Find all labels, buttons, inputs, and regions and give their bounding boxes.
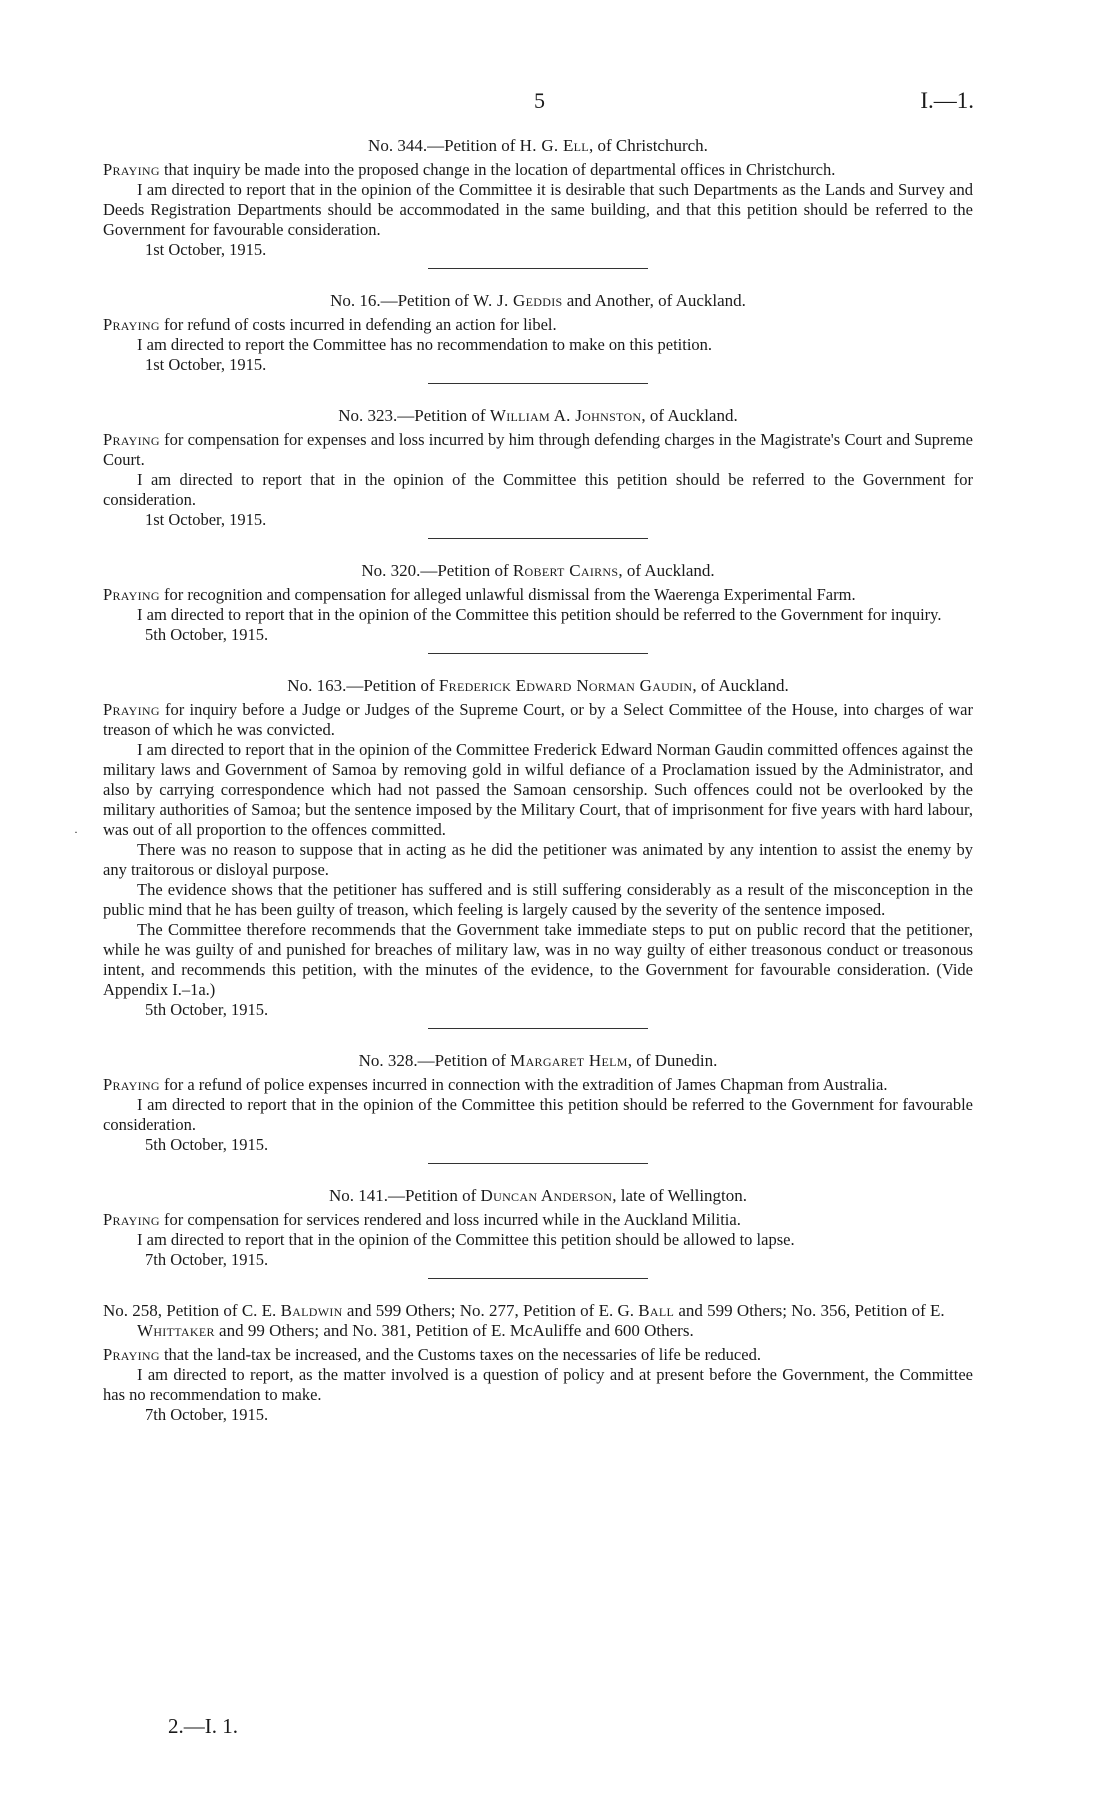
report-date: 7th October, 1915. xyxy=(145,1405,269,1424)
praying-text: Praying for refund of costs incurred in defending an action for libel. xyxy=(103,315,557,334)
section-divider xyxy=(428,538,648,539)
praying-text: Praying for a refund of police expenses incurred in connection with the extradition of James Chapman from Australia. xyxy=(103,1075,888,1094)
petitions-list xyxy=(103,136,973,1425)
praying-text: Praying that the land-tax be increased, and the Customs taxes on the necessaries of life be reduced. xyxy=(103,1345,761,1364)
petition xyxy=(103,1051,973,1164)
report-paragraph: I am directed to report, as the matter involved is a question of policy and at present before the Government, the Committee has no recommendation to make. xyxy=(103,1365,973,1404)
praying-text: Praying for inquiry before a Judge or Judges of the Supreme Court, or by a Select Committee of the House, into charges of war treason of which he was convicted. xyxy=(103,700,973,739)
petitioner-name: William A. Johnston xyxy=(489,406,642,425)
document-reference: I.—1. xyxy=(920,88,974,113)
report-paragraph: I am directed to report that in the opinion of the Committee this petition should be referred to the Government for inquiry. xyxy=(137,605,942,624)
praying-text: Praying for recognition and compensation for alleged unlawful dismissal from the Waerenga Experimental Farm. xyxy=(103,585,856,604)
petition-title: No. 344.—Petition of H. G. Ell, of Christchurch. xyxy=(368,136,708,155)
praying-text: Praying for compensation for services rendered and loss incurred while in the Auckland Militia. xyxy=(103,1210,741,1229)
petition xyxy=(103,676,973,1029)
petition-title: No. 141.—Petition of Duncan Anderson, late of Wellington. xyxy=(328,1186,748,1205)
report-paragraph: I am directed to report that in the opinion of the Committee it is desirable that such Departments as the Lands and Survey and Deeds Registration Departments should be accommodated in the same building, and that this petition should be referred to the Government for favourable consideration. xyxy=(103,180,973,239)
report-date: 1st October, 1915. xyxy=(145,355,267,374)
section-divider xyxy=(428,1028,648,1029)
petition xyxy=(103,561,973,654)
petition xyxy=(103,291,973,384)
report-paragraph: I am directed to report that in the opinion of the Committee Frederick Edward Norman Gaudin committed offences against the military laws and Government of Samoa by removing gold in wilful defiance of a Proclamation issued by the Administrator, and also by carrying correspondence which had not passed the Samoan censorship. Such offences could not be overlooked by the military authorities of Samoa; but the sentence imposed by the Military Court, that of imprisonment for five years with hard labour, was out of all proportion to the offences committed. xyxy=(103,740,973,839)
petition xyxy=(103,136,973,269)
report-date: 1st October, 1915. xyxy=(145,510,267,529)
petition-title: No. 16.—Petition of W. J. Geddis and Another, of Auckland. xyxy=(330,291,746,310)
report-paragraph: There was no reason to suppose that in acting as he did the petitioner was animated by any intention to assist the enemy by any traitorous or disloyal purpose. xyxy=(103,840,973,879)
petition-title: No. 323.—Petition of William A. Johnston, of Auckland. xyxy=(338,406,738,425)
petitioner-name: Frederick Edward Norman Gaudin xyxy=(438,676,693,695)
section-divider xyxy=(428,1163,648,1164)
stray-mark: · xyxy=(74,825,78,839)
petitioner-name: Margaret Helm xyxy=(510,1051,628,1070)
report-paragraph: I am directed to report that in the opinion of the Committee this petition should be referred to the Government for consideration. xyxy=(103,470,973,509)
report-paragraph: I am directed to report that in the opinion of the Committee this petition should be referred to the Government for favourable consideration. xyxy=(103,1095,973,1134)
petition xyxy=(103,406,973,539)
petition-combined xyxy=(103,1301,973,1425)
report-paragraph: I am directed to report the Committee has no recommendation to make on this petition. xyxy=(137,335,713,354)
petition xyxy=(103,1186,973,1279)
praying-text: Praying that inquiry be made into the proposed change in the location of departmental offices in Christchurch. xyxy=(103,160,836,179)
page-header xyxy=(0,88,1114,118)
report-date: 7th October, 1915. xyxy=(145,1250,269,1269)
report-paragraph: The evidence shows that the petitioner has suffered and is still suffering considerably as a result of the misconception in the public mind that he has been guilty of treason, which feeling is largely caused by the severity of the sentence imposed. xyxy=(103,880,973,919)
petitioner-name: H. G. Ell xyxy=(519,136,589,155)
report-date: 1st October, 1915. xyxy=(145,240,267,259)
report-date: 5th October, 1915. xyxy=(145,1000,269,1019)
page-number: 5 xyxy=(534,88,545,113)
praying-text: Praying for compensation for expenses and loss incurred by him through defending charges in the Magistrate's Court and Supreme Court. xyxy=(103,430,973,469)
petitioner-name: Duncan Anderson xyxy=(480,1186,613,1205)
section-divider xyxy=(428,383,648,384)
petitioner-name: W. J. Geddis xyxy=(473,291,563,310)
section-divider xyxy=(428,653,648,654)
petition-title: No. 163.—Petition of Frederick Edward Norman Gaudin, of Auckland. xyxy=(287,676,789,695)
petition-title: No. 328.—Petition of Margaret Helm, of Dunedin. xyxy=(358,1051,718,1070)
sheet-reference: 2.—I. 1. xyxy=(168,1714,238,1738)
petition-title: No. 258, Petition of C. E. Baldwin and 599 Others; No. 277, Petition of E. G. Ball and 599 Others; No. 356, Petition of E. Whittaker and 99 Others; and No. 381, Petition of E. McAuliffe and 600 Others. xyxy=(103,1301,945,1340)
petitioner-name: Robert Cairns xyxy=(512,561,619,580)
section-divider xyxy=(428,268,648,269)
report-paragraph: The Committee therefore recommends that the Government take immediate steps to put on public record that the petitioner, while he was guilty of and punished for breaches of military law, was in no way guilty of either treasonous conduct or treasonous intent, and recommends this petition, with the minutes of the evidence, to the Government for favourable consideration. (Vide Appendix I.–1a.) xyxy=(103,920,973,999)
section-divider xyxy=(428,1278,648,1279)
petition-title: No. 320.—Petition of Robert Cairns, of Auckland. xyxy=(361,561,715,580)
report-paragraph: I am directed to report that in the opinion of the Committee this petition should be allowed to lapse. xyxy=(137,1230,795,1249)
report-date: 5th October, 1915. xyxy=(145,625,269,644)
report-date: 5th October, 1915. xyxy=(145,1135,269,1154)
